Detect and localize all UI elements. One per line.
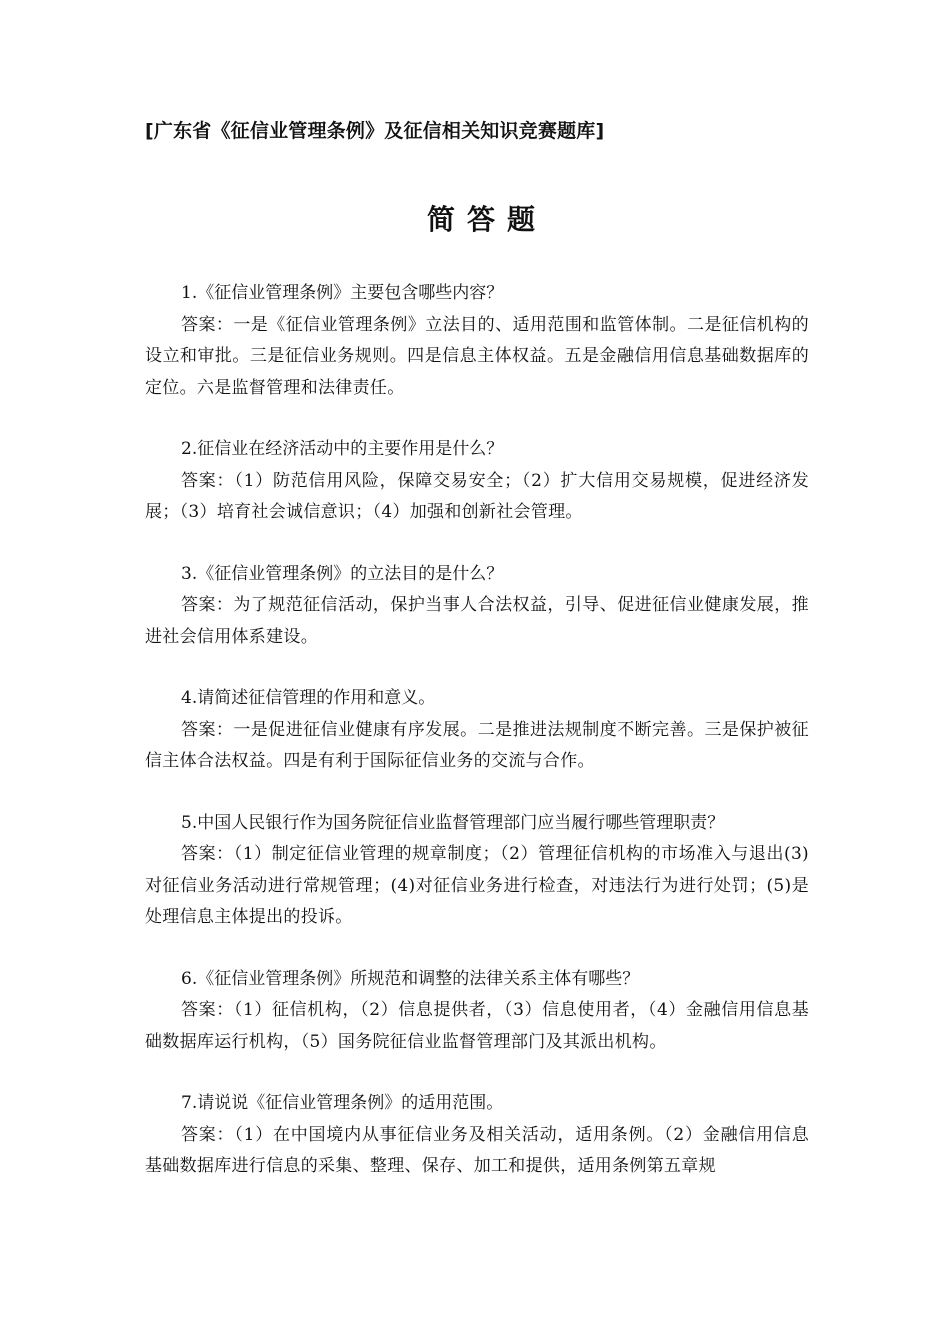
question-7: 7.请说说《征信业管理条例》的适用范围。	[181, 1093, 504, 1113]
answer-1: 答案：一是《征信业管理条例》立法目的、适用范围和监管体制。二是征信机构的设立和审批。三是征信业务规则。四是信息主体权益。五是金融信用信息基础数据库的定位。六是监督管理和法律责任。	[145, 314, 809, 398]
qa-list	[145, 278, 809, 1213]
qa-item	[145, 808, 809, 934]
page-title: 简答题	[426, 203, 547, 236]
qa-item	[145, 964, 809, 1059]
answer-3: 答案：为了规范征信活动，保护当事人合法权益，引导、促进征信业健康发展，推进社会信用体系建设。	[145, 595, 809, 647]
answer-5: 答案：（1）制定征信业管理的规章制度；（2）管理征信机构的市场准入与退出(3)对征信业务活动进行常规管理；(4)对征信业务进行检查，对违法行为进行处罚；(5)是处理信息主体提出的投诉。	[145, 844, 809, 927]
answer-7: 答案：（1）在中国境内从事征信业务及相关活动，适用条例。（2）金融信用信息基础数据库进行信息的采集、整理、保存、加工和提供，适用条例第五章规	[145, 1124, 809, 1176]
qa-item	[145, 434, 809, 529]
qa-item	[145, 278, 809, 404]
answer-6: 答案：（1）征信机构，（2）信息提供者，（3）信息使用者，（4）金融信用信息基础数据库运行机构，（5）国务院征信业监督管理部门及其派出机构。	[145, 1000, 809, 1052]
qa-item	[145, 683, 809, 778]
answer-2: 答案：（1）防范信用风险，保障交易安全；（2）扩大信用交易规模，促进经济发展；（3）培育社会诚信意识；（4）加强和创新社会管理。	[145, 470, 809, 522]
question-5: 5.中国人民银行作为国务院征信业监督管理部门应当履行哪些管理职责？	[181, 812, 725, 833]
qa-item	[145, 1088, 809, 1183]
answer-4: 答案：一是促进征信业健康有序发展。二是推进法规制度不断完善。三是保护被征信主体合法权益。四是有利于国际征信业务的交流与合作。	[145, 719, 809, 771]
document-header: [广东省《征信业管理条例》及征信相关知识竞赛题库]	[145, 120, 605, 142]
question-1: 1.《征信业管理条例》主要包含哪些内容？	[181, 283, 504, 303]
question-6: 6.《征信业管理条例》所规范和调整的法律关系主体有哪些？	[181, 968, 640, 989]
question-4: 4.请简述征信管理的作用和意义。	[181, 688, 436, 708]
question-3: 3.《征信业管理条例》的立法目的是什么？	[181, 563, 504, 584]
question-2: 2.征信业在经济活动中的主要作用是什么？	[181, 439, 504, 459]
qa-item	[145, 559, 809, 654]
